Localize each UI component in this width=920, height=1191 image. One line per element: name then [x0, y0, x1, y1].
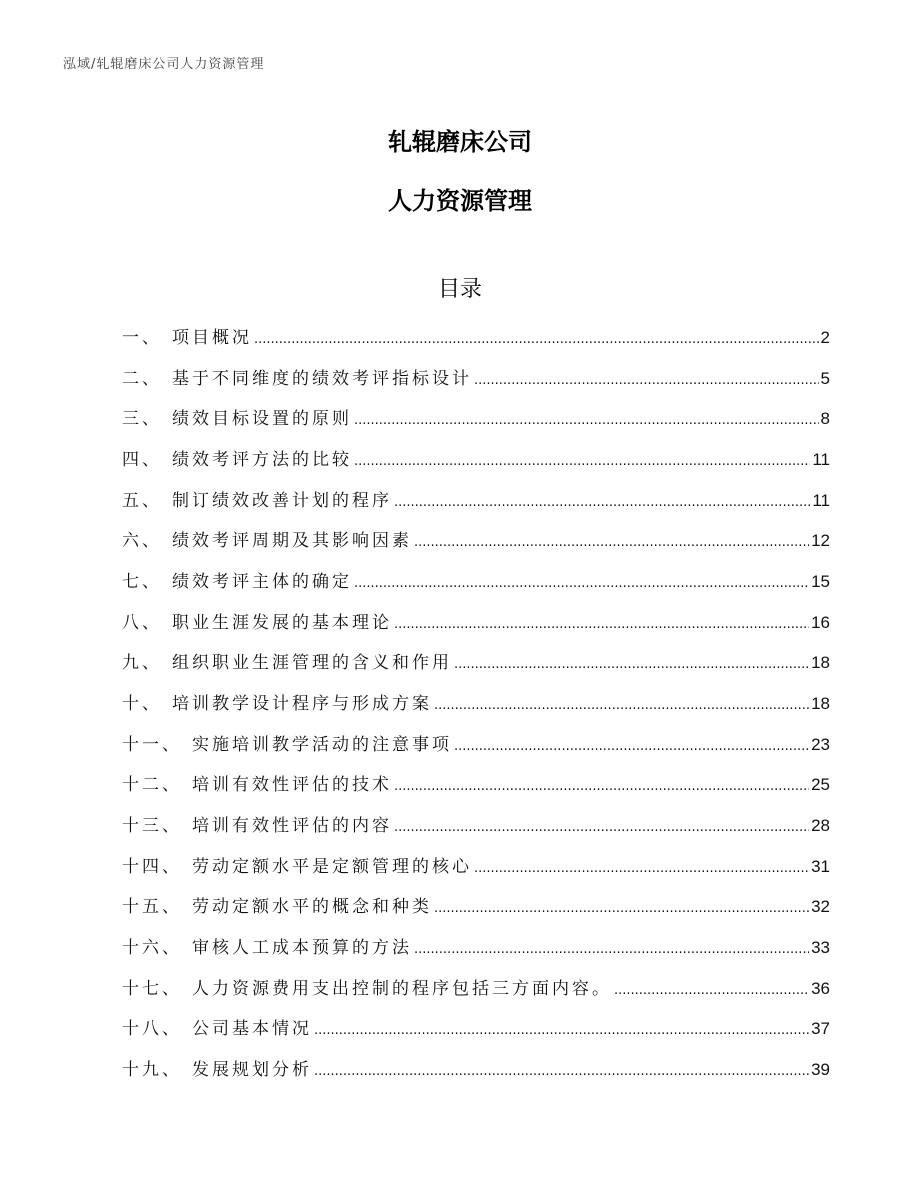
toc-entry-title: 基于不同维度的绩效考评指标设计 — [172, 368, 472, 389]
toc-entry-title: 劳动定额水平是定额管理的核心 — [192, 856, 472, 877]
toc-entry-number: 十一、 — [122, 734, 182, 755]
toc-entry-page: 23 — [811, 734, 830, 754]
toc-entry-number: 十八、 — [122, 1019, 182, 1040]
toc-entry-page: 2 — [820, 328, 830, 347]
toc-leader-dots — [474, 373, 819, 388]
page-header: 泓域/轧辊磨床公司人力资源管理 — [63, 57, 265, 72]
toc-entry-title: 公司基本情况 — [192, 1019, 312, 1040]
toc-entry-title: 发展规划分析 — [192, 1059, 312, 1080]
toc-leader-dots — [394, 495, 810, 510]
toc-entry[interactable] — [122, 811, 830, 852]
toc-entry-number: 九、 — [122, 653, 162, 674]
toc-entry-number: 四、 — [122, 449, 162, 470]
toc-leader-dots — [354, 576, 809, 591]
toc-entry-title: 绩效考评主体的确定 — [172, 571, 352, 592]
toc-entry-page: 18 — [811, 653, 830, 673]
toc-entry-number: 十三、 — [122, 815, 182, 836]
toc-leader-dots — [434, 698, 809, 713]
toc-entry[interactable] — [122, 364, 830, 405]
toc-entry-number: 六、 — [122, 531, 162, 552]
toc-entry-number: 一、 — [122, 328, 162, 348]
toc-entry-title: 人力资源费用支出控制的程序包括三方面内容。 — [192, 978, 612, 999]
toc-entry-title: 项目概况 — [172, 328, 252, 348]
toc-entry-page: 32 — [811, 897, 830, 917]
table-of-contents — [122, 323, 830, 1095]
document-title: 轧辊磨床公司 — [388, 128, 532, 156]
toc-entry-number: 八、 — [122, 612, 162, 633]
toc-entry-page: 11 — [812, 449, 830, 469]
toc-entry-title: 绩效目标设置的原则 — [172, 409, 352, 430]
toc-entry-number: 十二、 — [122, 775, 182, 796]
toc-entry-number: 十、 — [122, 693, 162, 714]
toc-entry-page: 39 — [811, 1059, 830, 1079]
toc-entry-number: 三、 — [122, 409, 162, 430]
toc-leader-dots — [314, 1064, 809, 1079]
toc-leader-dots — [254, 332, 819, 347]
toc-entry[interactable] — [122, 608, 830, 649]
toc-leader-dots — [354, 454, 810, 469]
toc-entry[interactable] — [122, 1055, 830, 1096]
toc-entry-number: 十六、 — [122, 937, 182, 958]
toc-entry[interactable] — [122, 404, 830, 445]
toc-entry[interactable] — [122, 1014, 830, 1055]
toc-entry-title: 绩效考评方法的比较 — [172, 449, 352, 470]
toc-entry-page: 15 — [811, 571, 830, 591]
toc-entry-title: 审核人工成本预算的方法 — [192, 937, 412, 958]
toc-entry-title: 培训有效性评估的技术 — [192, 775, 392, 796]
toc-entry[interactable] — [122, 323, 830, 364]
toc-entry-title: 制订绩效改善计划的程序 — [172, 490, 392, 511]
toc-leader-dots — [314, 1023, 809, 1038]
toc-entry-title: 职业生涯发展的基本理论 — [172, 612, 392, 633]
toc-leader-dots — [454, 657, 809, 672]
toc-entry-page: 16 — [811, 612, 830, 632]
toc-entry-page: 11 — [812, 490, 830, 510]
toc-entry[interactable] — [122, 730, 830, 771]
toc-entry-title: 培训有效性评估的内容 — [192, 815, 392, 836]
toc-entry[interactable] — [122, 689, 830, 730]
toc-leader-dots — [414, 942, 809, 957]
toc-entry-page: 18 — [811, 693, 830, 713]
toc-leader-dots — [394, 820, 809, 835]
toc-entry-title: 培训教学设计程序与形成方案 — [172, 693, 432, 714]
toc-entry[interactable] — [122, 892, 830, 933]
toc-leader-dots — [454, 739, 809, 754]
toc-entry-page: 28 — [811, 815, 830, 835]
toc-entry-page: 31 — [811, 856, 830, 876]
toc-leader-dots — [414, 535, 809, 550]
toc-leader-dots — [474, 861, 809, 876]
toc-entry-number: 七、 — [122, 571, 162, 592]
toc-entry-title: 劳动定额水平的概念和种类 — [192, 897, 432, 918]
toc-entry-page: 36 — [811, 978, 830, 998]
toc-leader-dots — [394, 617, 809, 632]
toc-entry-title: 组织职业生涯管理的含义和作用 — [172, 653, 452, 674]
toc-entry[interactable] — [122, 852, 830, 893]
toc-entry-page: 8 — [820, 409, 830, 429]
toc-entry-page: 5 — [820, 368, 830, 388]
toc-leader-dots — [614, 983, 809, 998]
toc-entry-number: 十九、 — [122, 1059, 182, 1080]
toc-entry-number: 十五、 — [122, 897, 182, 918]
toc-entry[interactable] — [122, 648, 830, 689]
toc-entry-title: 实施培训教学活动的注意事项 — [192, 734, 452, 755]
toc-entry-page: 33 — [811, 937, 830, 957]
toc-heading: 目录 — [437, 277, 482, 302]
toc-entry-number: 十四、 — [122, 856, 182, 877]
toc-entry[interactable] — [122, 445, 830, 486]
toc-entry[interactable] — [122, 933, 830, 974]
toc-entry-page: 37 — [811, 1019, 830, 1039]
toc-leader-dots — [434, 901, 809, 916]
toc-entry[interactable] — [122, 770, 830, 811]
toc-entry[interactable] — [122, 567, 830, 608]
toc-entry-page: 12 — [811, 531, 830, 551]
toc-entry-number: 五、 — [122, 490, 162, 511]
toc-entry-title: 绩效考评周期及其影响因素 — [172, 531, 412, 552]
toc-entry[interactable] — [122, 486, 830, 527]
toc-leader-dots — [354, 413, 819, 428]
toc-leader-dots — [394, 779, 809, 794]
toc-entry-number: 二、 — [122, 368, 162, 389]
toc-entry[interactable] — [122, 526, 830, 567]
toc-entry[interactable] — [122, 974, 830, 1015]
document-subtitle: 人力资源管理 — [388, 187, 532, 215]
toc-entry-number: 十七、 — [122, 978, 182, 999]
toc-entry-page: 25 — [811, 775, 830, 795]
